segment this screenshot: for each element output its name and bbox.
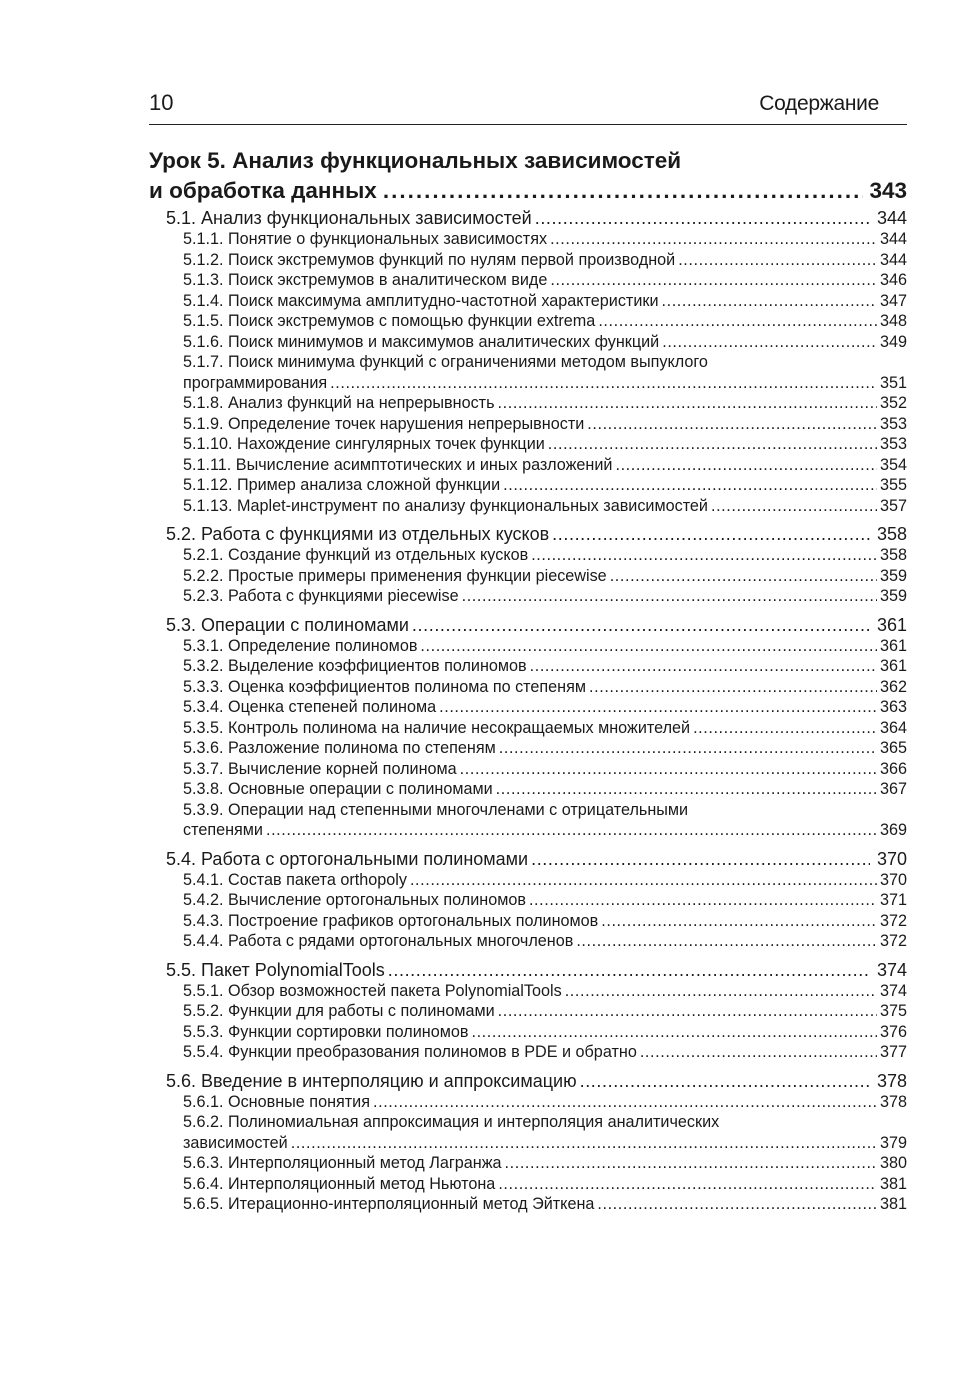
- subsection-page: 359: [879, 566, 907, 585]
- subsection-page: 371: [879, 891, 907, 909]
- subsection-title: 5.5.4. Функции преобразования полиномов в PDE и обратно: [183, 1043, 637, 1061]
- toc-subsection[interactable]: [149, 981, 907, 1002]
- subsection-title: 5.3.8. Основные операции с полиномами: [183, 780, 493, 798]
- subsection-page: 357: [879, 496, 907, 515]
- leader-dots: [615, 455, 877, 476]
- chapter-heading[interactable]: [149, 146, 907, 206]
- subsection-title: 5.4.3. Построение графиков ортогональных полиномов: [183, 911, 599, 930]
- toc-subsection[interactable]: [149, 1112, 907, 1153]
- leader-dots: [598, 311, 877, 332]
- toc-subsection[interactable]: [149, 586, 907, 607]
- subsection-page: 372: [879, 932, 907, 950]
- toc-section[interactable]: [149, 207, 907, 229]
- subsection-page: 364: [879, 718, 907, 737]
- subsection-page: 381: [879, 1195, 907, 1213]
- toc-subsection[interactable]: [149, 656, 907, 677]
- subsection-page: 354: [879, 455, 907, 474]
- subsection-title: 5.1.7. Поиск минимума функций с ограничениями методом выпуклого: [183, 353, 708, 371]
- toc-subsection[interactable]: [149, 393, 907, 414]
- subsection-title: 5.6.4. Интерполяционный метод Ньютона: [183, 1174, 496, 1193]
- toc-section[interactable]: [149, 614, 907, 636]
- leader-dots: [662, 332, 877, 353]
- leader-dots: [373, 1092, 877, 1113]
- subsection-page: 349: [879, 332, 907, 351]
- leader-dots: [550, 270, 877, 291]
- leader-dots: [498, 1174, 877, 1195]
- toc-subsection[interactable]: [149, 1022, 907, 1043]
- leader-dots: [548, 434, 877, 455]
- leader-dots: [693, 718, 877, 739]
- subsection-title: 5.1.4. Поиск максимума амплитудно-частотной характеристики: [183, 291, 659, 310]
- leader-dots: [589, 677, 877, 698]
- subsection-page: 358: [879, 546, 907, 564]
- subsection-page: 361: [879, 636, 907, 655]
- toc-subsection[interactable]: [149, 1194, 907, 1215]
- toc-subsection[interactable]: [149, 332, 907, 353]
- leader-dots: [291, 1133, 877, 1154]
- section-title: 5.2. Работа с функциями из отдельных кусков: [166, 524, 550, 544]
- toc-subsection[interactable]: [149, 636, 907, 657]
- section-page: 374: [876, 959, 907, 980]
- toc-subsection[interactable]: [149, 545, 907, 566]
- subsection-page: 380: [879, 1154, 907, 1172]
- section-page: 358: [876, 524, 907, 544]
- subsection-page: 353: [879, 435, 907, 453]
- toc-subsection[interactable]: [149, 718, 907, 739]
- leader-dots: [610, 566, 877, 587]
- leader-dots: [330, 373, 877, 394]
- subsection-page: 377: [879, 1043, 907, 1061]
- subsection-title: 5.3.7. Вычисление корней полинома: [183, 759, 457, 778]
- leader-dots: [640, 1042, 877, 1063]
- section-page: 344: [876, 208, 907, 228]
- leader-dots: [531, 848, 870, 870]
- section-title: 5.4. Работа с ортогональными полиномами: [166, 848, 529, 869]
- toc-subsection[interactable]: [149, 455, 907, 476]
- table-of-contents: [149, 146, 907, 1215]
- toc-subsection[interactable]: [149, 1153, 907, 1174]
- subsection-title-continued-row: [183, 820, 907, 841]
- subsection-title: 5.6.1. Основные понятия: [183, 1092, 370, 1111]
- leader-dots: [530, 656, 877, 677]
- running-title: Содержание: [759, 92, 879, 115]
- subsection-title: 5.1.12. Пример анализа сложной функции: [183, 476, 501, 494]
- page-number: 10: [149, 90, 174, 115]
- toc-subsection[interactable]: [149, 434, 907, 455]
- toc-subsection[interactable]: [149, 1092, 907, 1113]
- subsection-title: 5.2.2. Простые примеры применения функции piecewise: [183, 566, 607, 585]
- section-page: 370: [876, 848, 907, 869]
- subsection-page: 353: [879, 414, 907, 433]
- subsection-page: 347: [879, 291, 907, 310]
- subsection-title-continued: степенями: [183, 821, 263, 839]
- subsection-title: 5.1.11. Вычисление асимптотических и иных разложений: [183, 455, 613, 474]
- toc-subsection[interactable]: [149, 496, 907, 517]
- section-page: 378: [876, 1070, 907, 1091]
- toc-section[interactable]: [149, 848, 907, 870]
- subsection-title: 5.1.13. Maplet-инструмент по анализу функциональных зависимостей: [183, 496, 708, 515]
- subsection-page: 376: [879, 1022, 907, 1041]
- subsection-page: 372: [879, 911, 907, 930]
- subsection-page: 348: [879, 312, 907, 330]
- leader-dots: [503, 475, 877, 496]
- toc-subsection[interactable]: [149, 911, 907, 932]
- section-title: 5.3. Операции с полиномами: [166, 614, 409, 635]
- subsection-title: 5.1.9. Определение точек нарушения непрерывности: [183, 414, 585, 433]
- leader-dots: [388, 959, 870, 981]
- subsection-page: 379: [879, 1133, 907, 1152]
- leader-dots: [662, 291, 877, 312]
- subsection-page: 361: [879, 657, 907, 675]
- toc-subsection[interactable]: [149, 677, 907, 698]
- leader-dots: [460, 759, 877, 780]
- subsection-title: 5.4.4. Работа с рядами ортогональных многочленов: [183, 932, 574, 950]
- leader-dots: [266, 820, 877, 841]
- toc-subsection[interactable]: [149, 738, 907, 759]
- subsection-title: 5.1.3. Поиск экстремумов в аналитическом виде: [183, 271, 548, 289]
- toc-section[interactable]: [149, 1070, 907, 1092]
- leader-dots: [529, 890, 877, 911]
- leader-dots: [505, 1153, 877, 1174]
- subsection-page: 359: [879, 587, 907, 605]
- subsection-page: 378: [879, 1092, 907, 1111]
- section-title: 5.5. Пакет PolynomialTools: [166, 959, 385, 980]
- toc-subsection[interactable]: [149, 475, 907, 496]
- subsection-page: 352: [879, 394, 907, 412]
- chapter-title-line1: Урок 5. Анализ функциональных зависимостей: [149, 148, 682, 173]
- leader-dots: [587, 414, 877, 435]
- toc-subsection[interactable]: [149, 311, 907, 332]
- subsection-page: 362: [879, 677, 907, 696]
- leader-dots: [597, 1194, 877, 1215]
- subsection-title: 5.5.1. Обзор возможностей пакета PolynomialTools: [183, 981, 562, 1000]
- toc-subsection[interactable]: [149, 931, 907, 952]
- subsection-title: 5.3.6. Разложение полинома по степеням: [183, 739, 496, 757]
- subsection-title: 5.3.1. Определение полиномов: [183, 636, 418, 655]
- subsection-page: 344: [879, 230, 907, 248]
- leader-dots: [535, 207, 870, 229]
- toc-subsection[interactable]: [149, 566, 907, 587]
- subsection-page: 374: [879, 981, 907, 1000]
- subsection-page: 344: [879, 250, 907, 269]
- leader-dots: [420, 636, 877, 657]
- leader-dots: [678, 250, 877, 271]
- toc-body: [149, 207, 907, 1215]
- leader-dots: [383, 176, 864, 206]
- subsection-page: 381: [879, 1174, 907, 1193]
- subsection-title: 5.3.9. Операции над степенными многочленами с отрицательными: [183, 800, 689, 819]
- subsection-title-continued: программирования: [183, 373, 328, 392]
- leader-dots: [496, 779, 877, 800]
- leader-dots: [471, 1022, 877, 1043]
- subsection-title: 5.1.10. Нахождение сингулярных точек функции: [183, 435, 545, 453]
- toc-subsection[interactable]: [149, 414, 907, 435]
- subsection-page: 346: [879, 271, 907, 289]
- subsection-title: 5.1.6. Поиск минимумов и максимумов аналитических функций: [183, 332, 660, 351]
- subsection-title: 5.2.3. Работа с функциями piecewise: [183, 587, 459, 605]
- subsection-title: 5.6.2. Полиномиальная аппроксимация и интерполяция аналитических: [183, 1113, 720, 1131]
- subsection-page: 370: [879, 870, 907, 889]
- subsection-page: 363: [879, 698, 907, 716]
- subsection-title: 5.3.2. Выделение коэффициентов полиномов: [183, 657, 527, 675]
- toc-subsection[interactable]: [149, 229, 907, 250]
- leader-dots: [550, 229, 877, 250]
- subsection-title: 5.4.2. Вычисление ортогональных полиномов: [183, 891, 526, 909]
- toc-subsection[interactable]: [149, 870, 907, 891]
- subsection-title-continued: зависимостей: [183, 1133, 288, 1152]
- leader-dots: [565, 981, 877, 1002]
- toc-subsection[interactable]: [149, 890, 907, 911]
- subsection-page: 365: [879, 739, 907, 757]
- subsection-page: 375: [879, 1002, 907, 1020]
- toc-section[interactable]: [149, 523, 907, 545]
- toc-section[interactable]: [149, 959, 907, 981]
- subsection-title: 5.6.3. Интерполяционный метод Лагранжа: [183, 1154, 502, 1172]
- page-header: [149, 90, 907, 125]
- subsection-title-continued-row: [183, 1133, 907, 1154]
- leader-dots: [531, 545, 877, 566]
- subsection-page: 367: [879, 780, 907, 798]
- chapter-title-line2: и обработка данных: [149, 178, 377, 203]
- leader-dots: [410, 870, 877, 891]
- leader-dots: [412, 614, 870, 636]
- subsection-title: 5.3.5. Контроль полинома на наличие несокращаемых множителей: [183, 718, 691, 737]
- subsection-title: 5.5.2. Функции для работы с полиномами: [183, 1002, 495, 1020]
- subsection-title-continued-row: [183, 373, 907, 394]
- toc-subsection[interactable]: [149, 697, 907, 718]
- toc-subsection[interactable]: [149, 352, 907, 393]
- subsection-title: 5.2.1. Создание функций из отдельных кусков: [183, 546, 529, 564]
- section-page: 361: [876, 614, 907, 635]
- subsection-page: 366: [879, 759, 907, 778]
- toc-subsection[interactable]: [149, 1001, 907, 1022]
- subsection-title: 5.4.1. Состав пакета orthopoly: [183, 870, 407, 889]
- section-title: 5.6. Введение в интерполяцию и аппроксимацию: [166, 1070, 577, 1091]
- subsection-page: 369: [879, 821, 907, 839]
- leader-dots: [576, 931, 877, 952]
- toc-subsection[interactable]: [149, 250, 907, 271]
- toc-subsection[interactable]: [149, 1042, 907, 1063]
- subsection-title: 5.1.2. Поиск экстремумов функций по нулям первой производной: [183, 250, 676, 269]
- toc-subsection[interactable]: [149, 291, 907, 312]
- chapter-page: 343: [869, 178, 907, 203]
- subsection-title: 5.6.5. Итерационно-интерполяционный метод Эйткена: [183, 1195, 595, 1213]
- subsection-title: 5.3.4. Оценка степеней полинома: [183, 698, 437, 716]
- subsection-title: 5.1.1. Понятие о функциональных зависимостях: [183, 230, 548, 248]
- leader-dots: [552, 523, 870, 545]
- toc-subsection[interactable]: [149, 759, 907, 780]
- leader-dots: [499, 738, 877, 759]
- leader-dots: [498, 1001, 877, 1022]
- leader-dots: [462, 586, 877, 607]
- toc-subsection[interactable]: [149, 1174, 907, 1195]
- subsection-page: 355: [879, 476, 907, 494]
- subsection-title: 5.1.5. Поиск экстремумов с помощью функции extrema: [183, 312, 596, 330]
- toc-subsection[interactable]: [149, 800, 907, 841]
- leader-dots: [439, 697, 877, 718]
- leader-dots: [498, 393, 877, 414]
- toc-subsection[interactable]: [149, 270, 907, 291]
- leader-dots: [601, 911, 877, 932]
- subsection-page: 351: [879, 373, 907, 392]
- section-title: 5.1. Анализ функциональных зависимостей: [166, 208, 532, 228]
- subsection-title: 5.3.3. Оценка коэффициентов полинома по степеням: [183, 677, 587, 696]
- leader-dots: [711, 496, 877, 517]
- toc-subsection[interactable]: [149, 779, 907, 800]
- subsection-title: 5.5.3. Функции сортировки полиномов: [183, 1022, 469, 1041]
- subsection-title: 5.1.8. Анализ функций на непрерывность: [183, 394, 495, 412]
- leader-dots: [580, 1070, 870, 1092]
